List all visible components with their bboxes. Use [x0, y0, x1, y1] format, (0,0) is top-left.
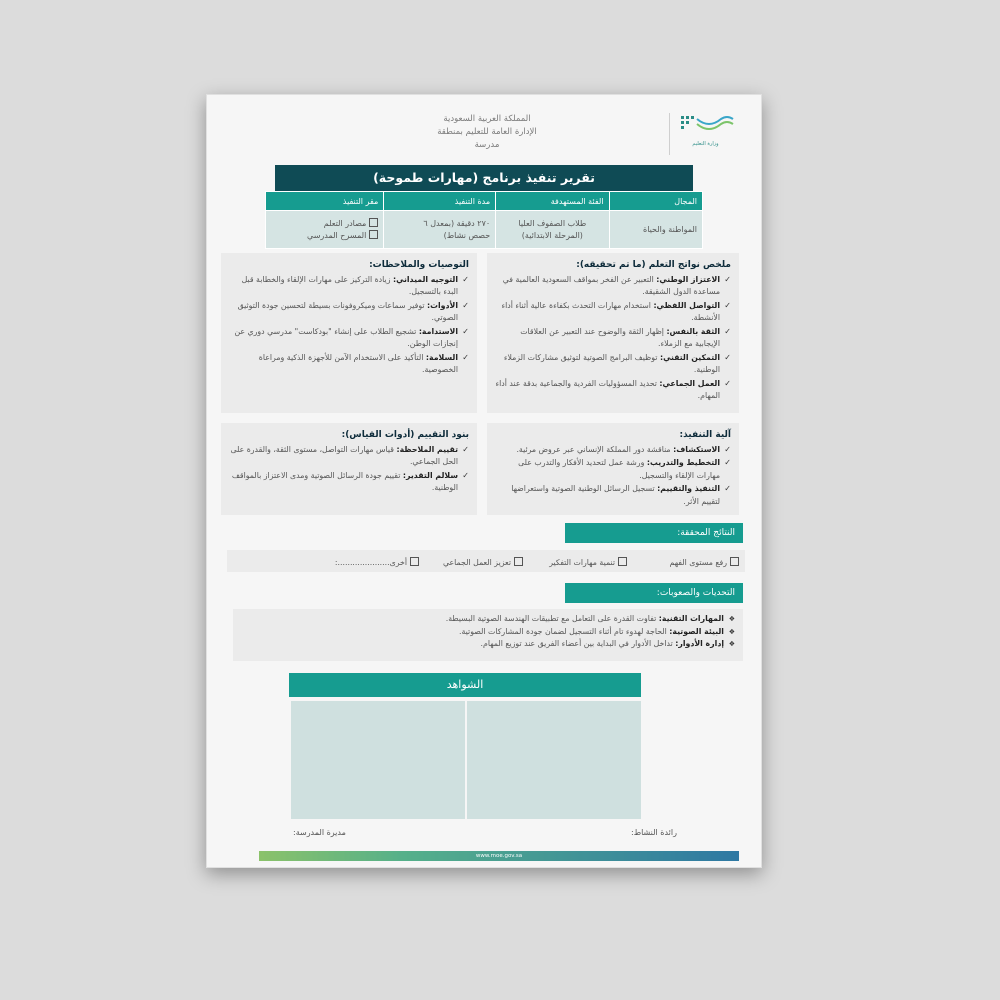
assessment-key: سلالم التقدير: [402, 470, 458, 480]
outcomes-title: ملخص نواتج التعلم (ما تم تحقيقه): [576, 260, 731, 270]
info-target-line-2: (المرحلة الابتدائية) [521, 230, 583, 240]
info-venue-label-1: مصادر التعلم [323, 218, 367, 228]
info-duration-line-1: ٢٧٠ دقيقة (بمعدل ٦ [423, 218, 491, 228]
evidence-slot-left[interactable] [291, 701, 465, 819]
recommendations-panel [221, 253, 477, 413]
ministry-logo-mark-icon [679, 113, 735, 135]
results-label: النتائج المحققة: [565, 523, 743, 543]
info-domain-value: المواطنة والحياة [643, 224, 697, 234]
mechanism-key: الاستكشاف: [673, 444, 720, 454]
results-option-3 [443, 557, 523, 570]
challenges-label: التحديات والصعوبات: [565, 583, 743, 603]
recommendation-key: السلامة: [425, 352, 458, 362]
evidence-slot-right[interactable] [467, 701, 641, 819]
outcome-key: التواصل اللفظي: [653, 300, 720, 310]
footer-url: www.moe.gov.sa [475, 853, 523, 859]
assessment-list [229, 444, 469, 495]
list-item [495, 457, 731, 482]
venue-checkbox-1[interactable] [369, 218, 378, 227]
recommendation-text: زيادة التركيز على مهارات الإلقاء والخطابة قبل البدء بالتسجيل. [241, 274, 458, 296]
recommendation-text: التأكيد على الاستخدام الآمن للأجهزة الذكية ومراعاة الخصوصية. [258, 352, 458, 374]
results-option-label-2: تنمية مهارات التفكير [549, 558, 615, 567]
mechanism-key: التخطيط والتدريب: [646, 458, 720, 467]
info-header-duration: مدة التنفيذ [384, 192, 496, 211]
header-line-3: مدرسة [474, 140, 500, 150]
list-item [229, 274, 469, 299]
list-item [241, 613, 735, 626]
info-target-line-1: طلاب الصفوف العليا [518, 218, 587, 228]
recommendation-text: توفير سماعات وميكروفونات بسيطة لتحسين جودة التوثيق الصوتي. [237, 300, 458, 322]
mechanism-list [495, 444, 731, 509]
venue-checkbox-2[interactable] [369, 230, 378, 239]
outcome-key: الاعتزاز الوطني: [656, 274, 720, 284]
list-item [229, 470, 469, 495]
challenge-text: تفاوت القدرة على التعامل مع تطبيقات الهندسة الصوتية البسيطة. [445, 614, 657, 623]
recommendation-key: الأدوات: [427, 300, 458, 310]
list-item [495, 326, 731, 351]
results-option-4 [335, 557, 419, 570]
assessment-text: تقييم جودة الرسائل الصوتية ومدى الاعتزاز بالمواقف الوطنية. [231, 470, 458, 492]
activity-leader-signature: رائدة النشاط: [631, 828, 677, 837]
outcome-text: استخدام مهارات التحدث بكفاءة عالية أثناء أداء الأنشطة. [501, 300, 720, 322]
results-option-label-4: أخرى.....................: [334, 558, 407, 567]
header-text [387, 113, 587, 152]
report-page [206, 94, 762, 868]
outcome-text: إظهار الثقة والوضوح عند التعبير عن العلاقات الإيجابية مع الزملاء. [520, 326, 720, 348]
header-line-2: الإدارة العامة للتعليم بمنطقة [437, 127, 537, 137]
mechanism-text: ورشة عمل لتحديد الأفكار والتدرب على مهارات الإلقاء والتسجيل. [518, 458, 720, 480]
list-item [495, 274, 731, 299]
info-header-domain: المجال [609, 192, 702, 211]
outcome-key: التمكين التقني: [659, 352, 720, 362]
info-domain-cell [609, 211, 702, 249]
outcome-key: العمل الجماعي: [659, 378, 720, 388]
header-line-1: المملكة العربية السعودية [443, 114, 531, 124]
list-item [229, 300, 469, 325]
challenge-key: البيئة الصوتية: [669, 626, 724, 636]
list-item [241, 638, 735, 651]
info-table-header-row [266, 192, 703, 211]
info-venue-label-2: المسرح المدرسي [307, 230, 367, 240]
outcomes-list [495, 274, 731, 403]
challenges-panel [233, 609, 743, 661]
info-header-target: الفئة المستهدفة [496, 192, 609, 211]
info-venue-option-2 [271, 230, 378, 242]
results-option-2 [549, 557, 627, 570]
results-options [227, 550, 745, 572]
recommendations-title: التوصيات والملاحظات: [369, 260, 469, 270]
list-item [229, 444, 469, 469]
report-title: تقرير تنفيذ برنامج (مهارات طموحة) [275, 165, 693, 191]
recommendation-text: تشجيع الطلاب على إنشاء "بودكاست" مدرسي دوري عن إنجازات الوطن. [234, 326, 458, 348]
recommendation-key: التوجيه الميداني: [392, 274, 458, 284]
list-item [229, 326, 469, 351]
evidence-title: الشواهد [289, 673, 641, 697]
challenge-text: الحاجة لهدوء تام أثناء التسجيل لضمان جودة المشاركات الصوتية. [459, 626, 667, 636]
info-table-row [266, 211, 703, 249]
ministry-logo [669, 113, 735, 155]
mechanism-key: التنفيذ والتقييم: [657, 484, 720, 493]
info-venue-cell [266, 211, 384, 249]
results-checkbox-2[interactable] [618, 557, 627, 566]
challenge-key: المهارات التقنية: [658, 614, 724, 623]
assessment-text: قياس مهارات التواصل، مستوى الثقة، والقدرة على الحل الجماعي. [230, 444, 458, 466]
mechanism-title: آلية التنفيذ: [679, 430, 731, 440]
logo-caption: وزارة التعليم [692, 141, 719, 147]
principal-signature: مديرة المدرسة: [293, 828, 346, 837]
outcome-key: الثقة بالنفس: [666, 326, 720, 336]
assessment-key: تقييم الملاحظة: [396, 444, 458, 454]
outcome-text: تحديد المسؤوليات الفردية والجماعية بدقة عند أداء المهام. [495, 378, 720, 400]
results-option-label-3: تعزيز العمل الجماعي [443, 558, 511, 567]
outcomes-panel [487, 253, 739, 413]
results-option-label-1: رفع مستوى الفهم [669, 558, 727, 567]
recommendation-key: الاستدامة: [418, 326, 458, 336]
recommendations-list [229, 274, 469, 377]
assessment-title: بنود التقييم (أدوات القياس): [341, 430, 469, 440]
info-venue-option-1 [271, 218, 378, 230]
assessment-panel [221, 423, 477, 515]
list-item [495, 300, 731, 325]
info-target-cell [496, 211, 609, 249]
mechanism-text: مناقشة دور المملكة الإنساني عبر عروض مرئية. [516, 444, 671, 454]
list-item [241, 626, 735, 639]
list-item [495, 378, 731, 403]
mechanism-panel [487, 423, 739, 515]
list-item [229, 352, 469, 377]
info-header-venue: مقر التنفيذ [266, 192, 384, 211]
list-item [495, 483, 731, 508]
challenges-list [241, 613, 735, 651]
challenge-text: تداخل الأدوار في البداية بين أعضاء الفريق عند توزيع المهام. [480, 639, 673, 648]
info-duration-line-2: حصص نشاط) [443, 230, 491, 240]
results-checkbox-3[interactable] [514, 557, 523, 566]
list-item [495, 444, 731, 457]
list-item [495, 352, 731, 377]
outcome-text: التعبير عن الفخر بمواقف السعودية العالمية في مساعدة الدول الشقيقة. [502, 274, 720, 296]
results-checkbox-1[interactable] [730, 557, 739, 566]
challenge-key: إدارة الأدوار: [675, 639, 724, 648]
footer-bar [259, 851, 739, 861]
outcome-text: توظيف البرامج الصوتية لتوثيق مشاركات الزملاء الوطنية. [503, 352, 720, 374]
mechanism-text: تسجيل الرسائل الوطنية الصوتية واستعراضها لتقييم الأثر. [511, 484, 720, 506]
program-info-table [265, 191, 703, 249]
info-duration-cell [384, 211, 496, 249]
results-checkbox-4[interactable] [410, 557, 419, 566]
results-option-1 [670, 557, 739, 570]
